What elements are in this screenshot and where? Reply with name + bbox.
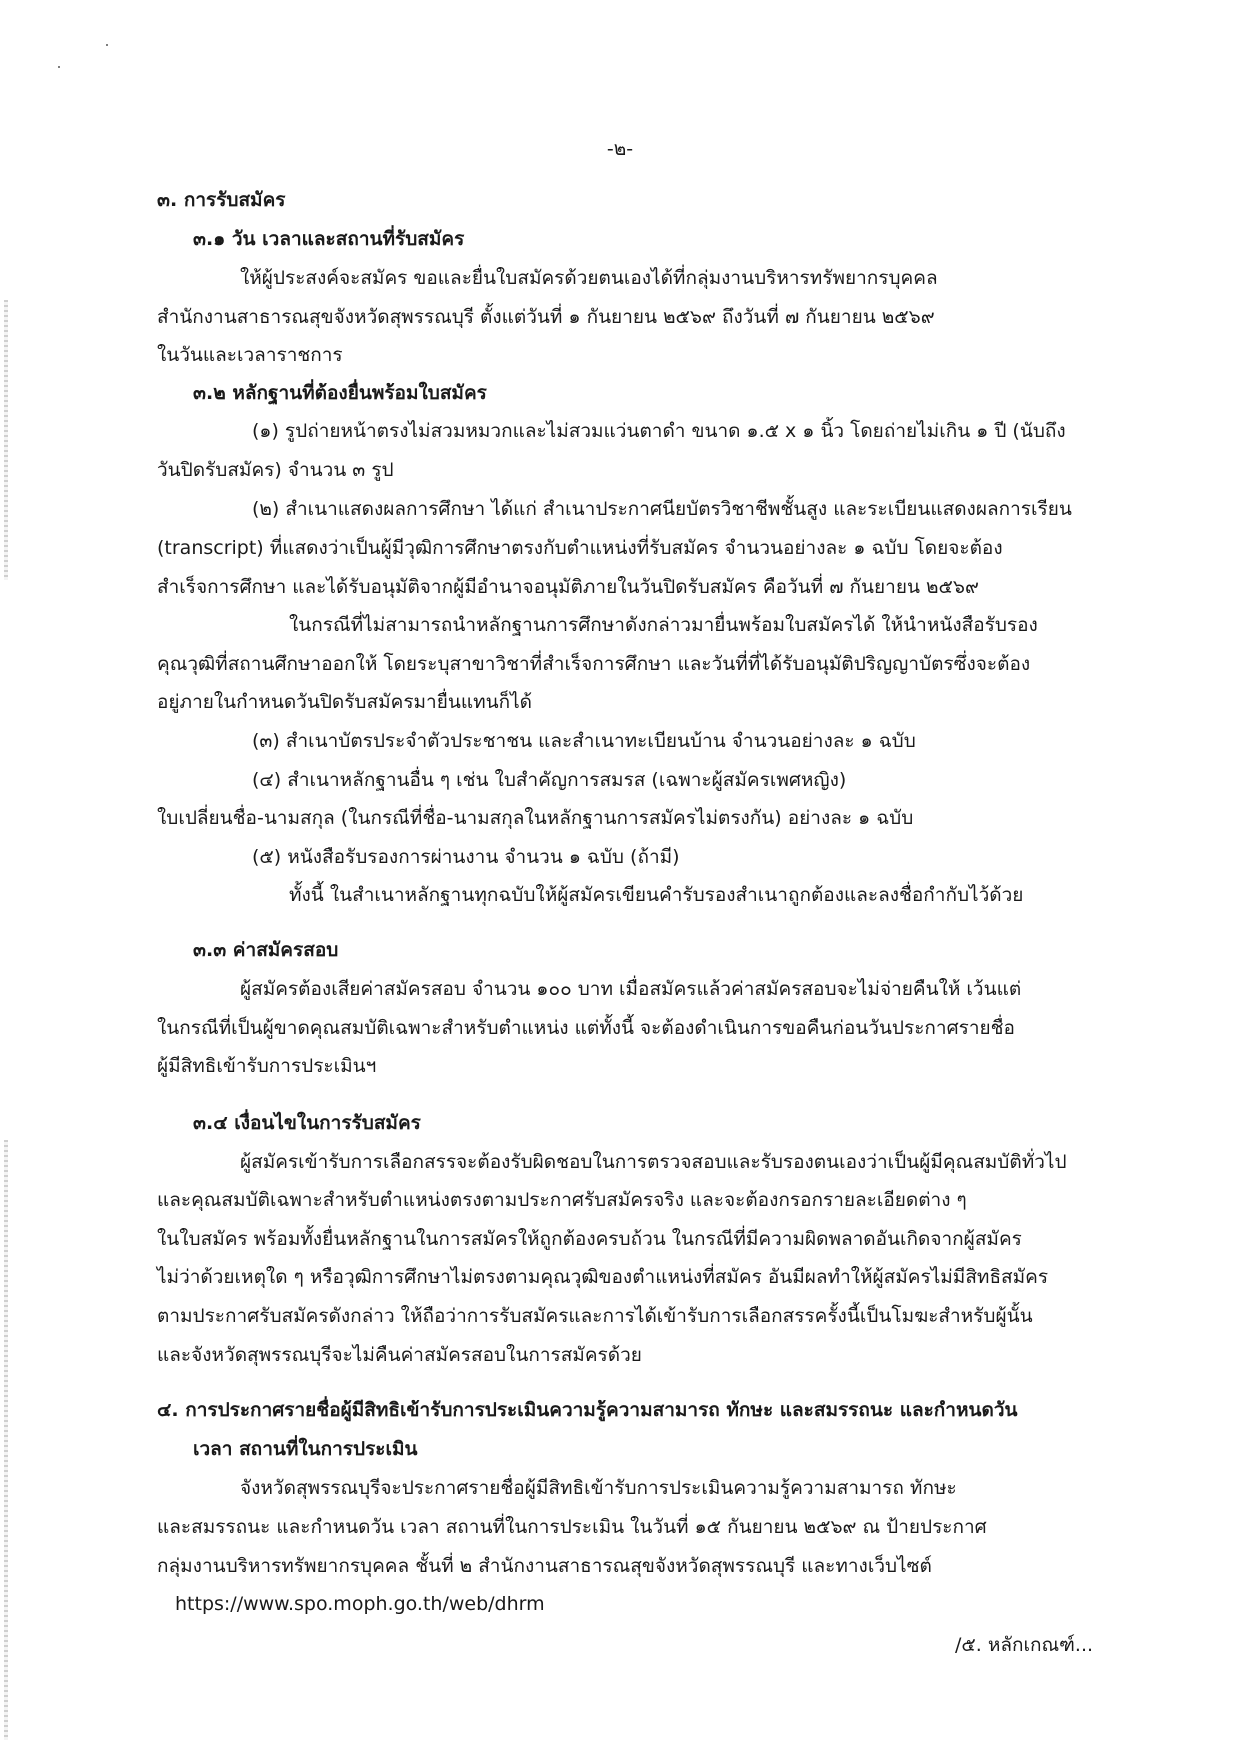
paragraph-line: วันปิดรับสมัคร) จำนวน ๓ รูป (157, 459, 394, 481)
paragraph-line: ทั้งนี้ ในสำเนาหลักฐานทุกฉบับให้ผู้สมัครเขียนคำรับรองสำเนาถูกต้องและลงชื่อกำกับไว้ด้วย (289, 884, 1024, 906)
paragraph-line: ตามประกาศรับสมัครดังกล่าว ให้ถือว่าการรับสมัครและการได้เข้ารับการเลือกสรรครั้งนี้เป็นโมฆะสำหรับผู้นั้น (157, 1305, 1033, 1327)
paragraph-line: สำนักงานสาธารณสุขจังหวัดสุพรรณบุรี ตั้งแต่วันที่ ๑ กันยายน ๒๕๖๙ ถึงวันที่ ๗ กันยายน ๒๕๖๙ (157, 306, 935, 328)
paragraph-line: จังหวัดสุพรรณบุรีจะประกาศรายชื่อผู้มีสิทธิเข้ารับการประเมินความรู้ความสามารถ ทักษะ (240, 1477, 957, 1499)
paragraph-line: อยู่ภายในกำหนดวันปิดรับสมัครมายื่นแทนก็ได้ (157, 691, 532, 713)
paragraph-line: ในใบสมัคร พร้อมทั้งยื่นหลักฐานในการสมัครให้ถูกต้องครบถ้วน ในกรณีที่มีความผิดพลาดอันเกิดจากผู้สมัคร (157, 1228, 1022, 1250)
paragraph-line: สำเร็จการศึกษา และได้รับอนุมัติจากผู้มีอำนาจอนุมัติภายในวันปิดรับสมัคร คือวันที่ ๗ กันยายน ๒๕๖๙ (157, 576, 979, 598)
paragraph-line: ผู้มีสิทธิเข้ารับการประเมินฯ (157, 1055, 377, 1077)
list-item-4: (๔) สำเนาหลักฐานอื่น ๆ เช่น ใบสำคัญการสมรส (เฉพาะผู้สมัครเพศหญิง) (252, 769, 847, 791)
paragraph-line: ให้ผู้ประสงค์จะสมัคร ขอและยื่นใบสมัครด้วยตนเองได้ที่กลุ่มงานบริหารทรัพยากรบุคคล (240, 267, 938, 289)
scan-dust (106, 44, 108, 46)
section-3-4-heading: ๓.๔ เงื่อนไขในการรับสมัคร (193, 1112, 421, 1134)
paragraph-line: และจังหวัดสุพรรณบุรีจะไม่คืนค่าสมัครสอบในการสมัครด้วย (157, 1344, 642, 1366)
section-3-heading: ๓. การรับสมัคร (157, 189, 286, 211)
section-3-1-heading: ๓.๑ วัน เวลาและสถานที่รับสมัคร (193, 228, 465, 250)
section-4-heading: ๔. การประกาศรายชื่อผู้มีสิทธิเข้ารับการประเมินความรู้ความสามารถ ทักษะ และสมรรถนะ และกำหนดวัน (157, 1399, 1018, 1421)
section-3-3-heading: ๓.๓ ค่าสมัครสอบ (193, 939, 339, 961)
section-3-2-heading: ๓.๒ หลักฐานที่ต้องยื่นพร้อมใบสมัคร (193, 382, 487, 404)
paragraph-line: ผู้สมัครต้องเสียค่าสมัครสอบ จำนวน ๑๐๐ บาท เมื่อสมัครแล้วค่าสมัครสอบจะไม่จ่ายคืนให้ เว้นแต่ (240, 978, 1022, 1000)
scan-dust (58, 66, 60, 68)
page-number: -๒- (606, 138, 634, 160)
paragraph-line: กลุ่มงานบริหารทรัพยากรบุคคล ชั้นที่ ๒ สำนักงานสาธารณสุขจังหวัดสุพรรณบุรี และทางเว็บไซต์ (157, 1555, 932, 1577)
section-4-heading-cont: เวลา สถานที่ในการประเมิน (193, 1438, 418, 1460)
paragraph-line: ผู้สมัครเข้ารับการเลือกสรรจะต้องรับผิดชอบในการตรวจสอบและรับรองตนเองว่าเป็นผู้มีคุณสมบัติทั่วไป (240, 1151, 1067, 1173)
paragraph-line: และคุณสมบัติเฉพาะสำหรับตำแหน่งตรงตามประกาศรับสมัครจริง และจะต้องกรอกรายละเอียดต่าง ๆ (157, 1189, 967, 1211)
paragraph-line: ในกรณีที่เป็นผู้ขาดคุณสมบัติเฉพาะสำหรับตำแหน่ง แต่ทั้งนี้ จะต้องดำเนินการขอคืนก่อนวันประกาศรายชื่อ (157, 1017, 1015, 1039)
scan-edge-top (4, 300, 8, 580)
list-item-5: (๕) หนังสือรับรองการผ่านงาน จำนวน ๑ ฉบับ (ถ้ามี) (252, 846, 680, 868)
paragraph-line: ใบเปลี่ยนชื่อ-นามสกุล (ในกรณีที่ชื่อ-นามสกุลในหลักฐานการสมัครไม่ตรงกัน) อย่างละ ๑ ฉบับ (157, 807, 914, 829)
paragraph-line: และสมรรถนะ และกำหนดวัน เวลา สถานที่ในการประเมิน ในวันที่ ๑๕ กันยายน ๒๕๖๙ ณ ป้ายประกาศ (157, 1516, 987, 1538)
paragraph-line: ไม่ว่าด้วยเหตุใด ๆ หรือวุฒิการศึกษาไม่ตรงตามคุณวุฒิของตำแหน่งที่สมัคร อันมีผลทำให้ผู้สมัครไม่มีสิทธิสมัคร (157, 1266, 1049, 1288)
paragraph-line: คุณวุฒิที่สถานศึกษาออกให้ โดยระบุสาขาวิชาที่สำเร็จการศึกษา และวันที่ที่ได้รับอนุมัติปริญญาบัตรซึ่งจะต้อง (157, 653, 1031, 675)
paragraph-line: ในวันและเวลาราชการ (157, 344, 343, 366)
list-item-1: (๑) รูปถ่ายหน้าตรงไม่สวมหมวกและไม่สวมแว่นตาดำ ขนาด ๑.๕ x ๑ นิ้ว โดยถ่ายไม่เกิน ๑ ปี (นับถึง (252, 420, 1066, 442)
paragraph-line: (transcript) ที่แสดงว่าเป็นผู้มีวุฒิการศึกษาตรงกับตำแหน่งที่รับสมัคร จำนวนอย่างละ ๑ ฉบับ โดยจะต้อง (157, 537, 1003, 559)
list-item-3: (๓) สำเนาบัตรประจำตัวประชาชน และสำเนาทะเบียนบ้าน จำนวนอย่างละ ๑ ฉบับ (252, 730, 916, 752)
list-item-2: (๒) สำเนาแสดงผลการศึกษา ได้แก่ สำเนาประกาศนียบัตรวิชาชีพชั้นสูง และระเบียนแสดงผลการเรียน (252, 498, 1072, 520)
scan-edge-bottom (4, 1140, 8, 1740)
website-url: https://www.spo.moph.go.th/web/dhrm (175, 1593, 545, 1615)
paragraph-line: ในกรณีที่ไม่สามารถนำหลักฐานการศึกษาดังกล่าวมายื่นพร้อมใบสมัครได้ ให้นำหนังสือรับรอง (289, 614, 1038, 636)
continuation-note: /๕. หลักเกณฑ์... (955, 1634, 1094, 1656)
